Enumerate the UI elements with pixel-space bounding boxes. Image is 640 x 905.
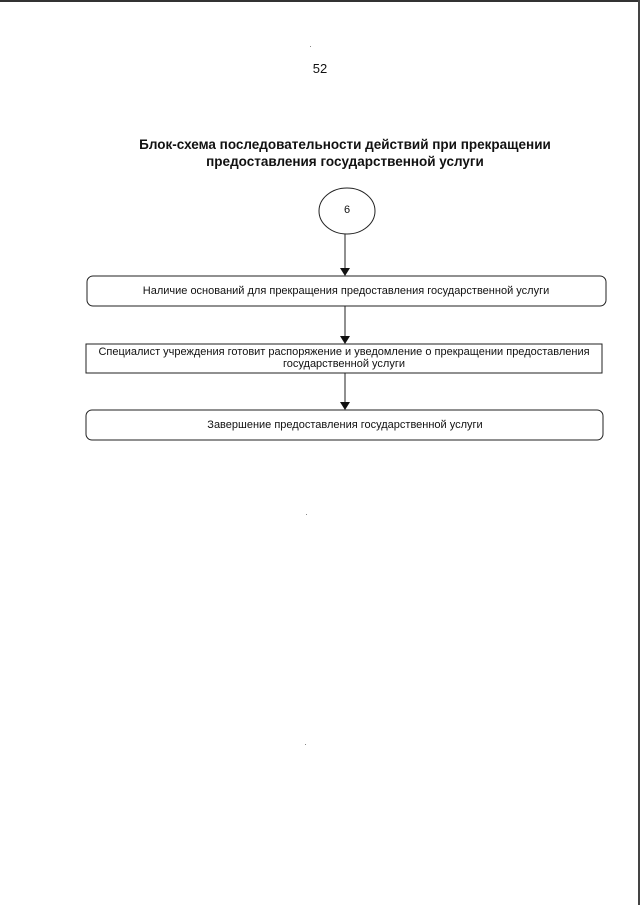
step-1-text: Наличие оснований для прекращения предоставления государственной услуги xyxy=(142,285,550,297)
scan-speck xyxy=(310,46,311,47)
arrowhead-3 xyxy=(340,402,350,410)
step-3-text: Завершение предоставления государственной услуги xyxy=(207,419,483,431)
step-2-text-line-1: Специалист учреждения готовит распоряжение и уведомление о прекращении предоставления xyxy=(98,346,590,358)
arrowhead-2 xyxy=(340,336,350,344)
step-2-text-line-2: государственной услуги xyxy=(283,358,405,370)
scan-speck xyxy=(306,514,307,515)
arrowhead-1 xyxy=(340,268,350,276)
step-2-text xyxy=(88,346,600,370)
diagram-title-line-2: предоставления государственной услуги xyxy=(206,154,484,169)
page-number: 52 xyxy=(312,61,328,76)
diagram-title-line-1: Блок-схема последовательности действий при прекращении xyxy=(139,137,551,152)
start-connector-label: 6 xyxy=(343,204,351,216)
scan-speck xyxy=(305,744,306,745)
